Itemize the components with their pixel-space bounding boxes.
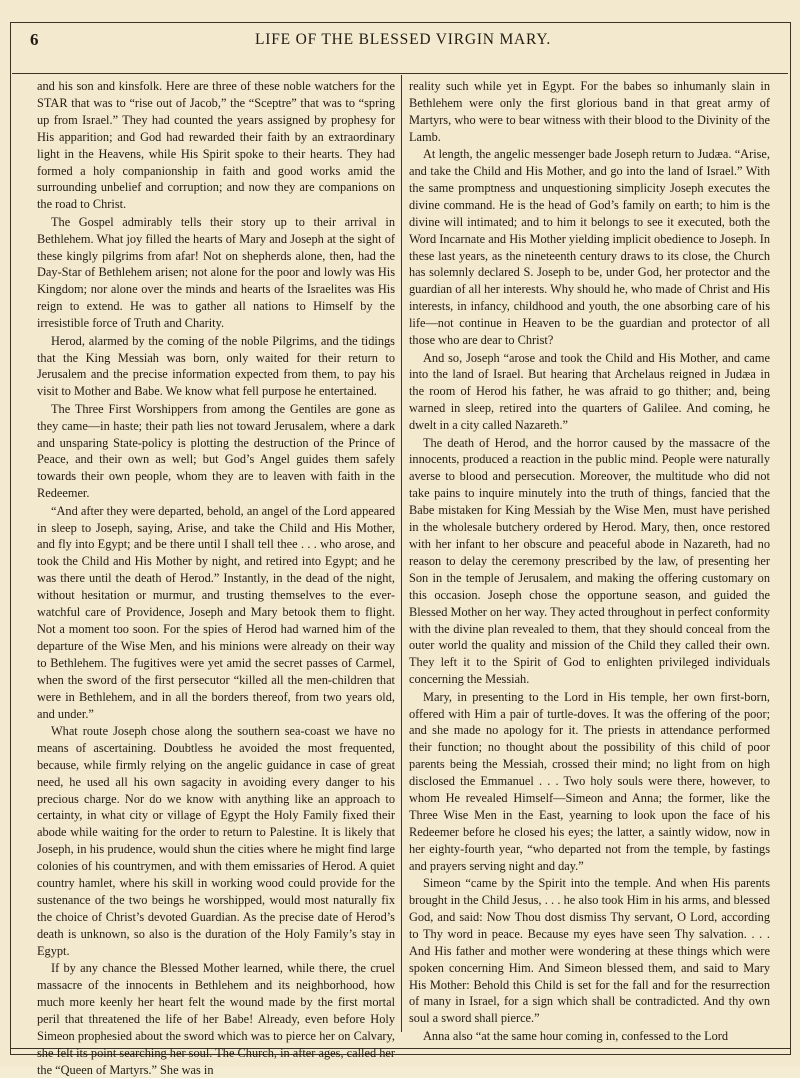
paragraph: “And after they were departed, behold, an angel of the Lord appeared in sleep to Joseph, saying, Arise, and take the Child and His Mother, and fly into Egypt; and be there until I shall tell thee . . . who arose, and took the Child and His Mother by night, and retired into Egypt; and he was there until the death of Herod.” Instantly, in the dead of the night, without hesitation or murmur, and trusting themselves to the ever-watchful care of Providence, Joseph and Mary betook them to flight. Not a moment too soon. For the spies of Herod had warned him of the departure of the Wise Men, and his minions were already on their way to Bethlehem. The fugitives were yet amid the secret passes of Carmel, when the sword of the first persecutor “killed all the men-children that were in Bethlehem, and in all the borders thereof, from two years old, and under.” [37,503,395,721]
page-header [24,28,782,54]
paragraph: And so, Joseph “arose and took the Child and His Mother, and came into the land of Israel. But hearing that Archelaus reigned in Judæa in the room of Herod his father, he was afraid to go thither; and, being warned in sleep, retired into the quarters of Galilee. And coming, he dwelt in a city called Nazareth.” [409,350,770,433]
paragraph: reality such while yet in Egypt. For the babes so inhumanly slain in Bethlehem were only the first glorious band in that great army of Martyrs, who were to bear witness with their blood to the Divinity of the Lamb. [409,79,770,144]
paragraph: If by any chance the Blessed Mother learned, while there, the cruel massacre of the innocents in Bethlehem and its neighborhood, how much more keenly her heart felt the wound made by the first mortal peril that threatened the life of her Babe! Already, even before Holy Simeon prophesied about the sword which was to pierce her on Calvary, she felt its point searching her soul. The Church, in after ages, called her the “Queen of Martyrs.” She was in [37,961,395,1077]
page-number: 6 [30,30,39,49]
paragraph: Mary, in presenting to the Lord in His temple, her own first-born, offered with Him a pair of turtle-doves. It was the offering of the poor; and she made no apology for it. The priests in attendance performed their function; no thought about the possibility of this child of poor parents being the Messiah, crossed their mind; no light from on high disclosed the Emmanuel . . . Two holy souls were there, however, to whom He revealed Himself—Simeon and Anna; the former, like the Three Wise Men in the East, yearning to look upon the face of his Redeemer before he closed his eyes; the latter, a saintly widow, now in her eighty-fourth year, “who departed not from the temple, by fastings and prayers serving night and day.” [409,689,770,873]
running-title: LIFE OF THE BLESSED VIRGIN MARY. [254,31,552,48]
paragraph: Anna also “at the same hour coming in, confessed to the Lord [423,1028,729,1043]
left-column [37,78,395,1077]
column-divider [401,75,402,1032]
paragraph: and his son and kinsfolk. Here are three of these noble watchers for the STAR that was to “rise out of Jacob,” the “Sceptre” that was to “spring up from Israel.” They had counted the years assigned by prophesy for His apparition; and God had rewarded their faith by an extraordinary light in the Heavens, while His Spirit spoke to their hearts. They had formed a holy companionship in faith and good works amid the surrounding unbelief and corruption; and now they are companions on the road to Christ. [37,79,395,212]
paragraph: The death of Herod, and the horror caused by the massacre of the innocents, produced a reaction in the public mind. People were naturally averse to blood and persecution. Moreover, the multitude who did not take pains to inquire minutely into the truth of things, fancied that the Babe mistaken for King Messiah by the Wise Men, must have perished in the wholesale butchery ordered by Herod. Mary, then, once restored with her infant to her obscure and peaceful abode in Nazareth, had no reason to delay the ceremony prescribed by the law, of presenting her Son in the temple of Jerusalem, and making the offering customary on this occasion. Joseph chose the opportune season, and guided the Blessed Mother on her way. They acted throughout in perfect conformity with the divine plan revealed to them, that they should conceal from the outer world the quality and mission of the Child they called their own. They left it to the Spirit of God to enlighten privileged individuals concerning the Messiah. [409,435,770,687]
right-column [409,78,770,1043]
paragraph: The Three First Worshippers from among the Gentiles are gone as they came—in haste; their path lies not toward Jerusalem, where a dark and unsparing State-policy is plotting the destruction of the Prince of Peace, and their own as well; but God’s Angel guides them safely towards their own people, whom they are to leaven with faith in the Redeemer. [37,401,395,501]
paragraph: The Gospel admirably tells their story up to their arrival in Bethlehem. What joy filled the hearts of Mary and Joseph at the sight of these kingly pilgrims from afar! Not on shepherds alone, then, had the Day-Star of Bethlehem arisen; not alone for the poor and lowly was His Kingdom; nor alone over the minds and hearts of the Israelites was His reign to extend. He was to gather all nations to Himself by the irresistible force of Truth and Charity. [37,214,395,331]
paragraph: What route Joseph chose along the southern sea-coast we have no means of ascertaining. Doubtless he avoided the most frequented, because, while firmly relying on the angelic guidance in case of great need, he used all his own sagacity in avoiding every danger to his precious charge. Nor do we know with anything like an approach to certainty, in what city or village of Egypt the Holy Family fixed their abode while waiting for the order to return to Palestine. It is likely that Joseph, in his prudence, would shun the cities where he might find large colonies of his countrymen, and with them emissaries of Herod. A quiet country hamlet, where his skill in working wood could provide for the sustenance of the two beings he worshipped, would most naturally fix the choice of Christ’s devoted Guardian. As the precise date of Herod’s death is unknown, so also is the duration of the Holy Family’s stay in Egypt. [37,723,395,958]
header-rule [12,73,788,74]
paragraph: Herod, alarmed by the coming of the noble Pilgrims, and the tidings that the King Messiah was born, only waited for their return to Jerusalem and the precise information expected from them, to pay his visit to Mother and Babe. We know what fell purpose he entertained. [37,333,395,399]
paragraph: At length, the angelic messenger bade Joseph return to Judæa. “Arise, and take the Child and His Mother, and go into the land of Israel.” With the same promptness and unquestioning simplicity Joseph executes the divine command. He is the head of God’s family on earth; to him is the divine will intimated; and to him it belongs to see it executed, both the Word Incarnate and His Mother yielding implicit obedience to Joseph. In these last years, as the nineteenth century draws to its close, the Church has solemnly declared S. Joseph to be, under God, her protector and the guardian of all her interests. Why should he, who made of Christ and His interests, in infancy, childhood and youth, the one absorbing care of his life—not continue in Heaven to be the guardian and protector of all those who are dear to Christ? [409,147,770,348]
paragraph: Simeon “came by the Spirit into the temple. And when His parents brought in the Child Jesus, . . . he also took Him in his arms, and blessed God, and said: Now Thou dost dismiss Thy servant, O Lord, according to Thy word in peace. Because my eyes have seen Thy salvation. . . . And His father and mother were wondering at these things which were spoken concerning Him. And Simeon blessed them, and said to Mary His Mother: Behold this Child is set for the fall and for the resurrection of many in Israel, for a sign which shall be contradicted. And thy own soul a sword shall pierce.” [409,876,770,1026]
